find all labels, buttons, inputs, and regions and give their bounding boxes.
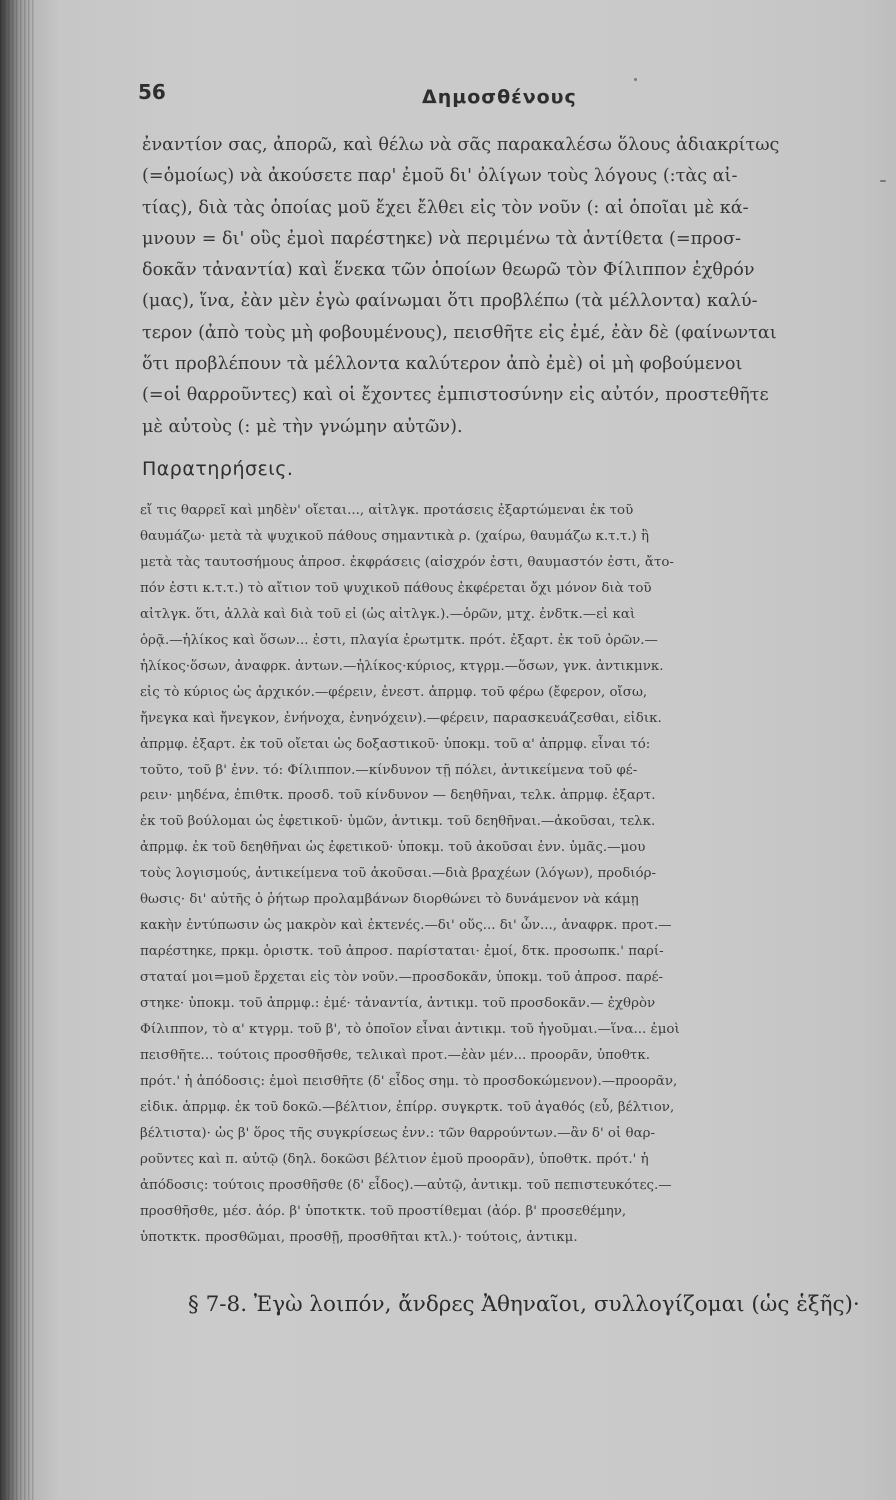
- paper-speck: [880, 180, 886, 182]
- note-line: πόν ἐστι κ.τ.τ.) τὸ αἴτιον τοῦ ψυχικοῦ πάθους ἐκφέρεται ὄχι μόνον διὰ τοῦ: [140, 580, 652, 596]
- note-line: μετὰ τὰς ταυτοσήμους ἀπροσ. ἐκφράσεις (αἰσχρόν ἐστι, θαυμαστόν ἐστι, ἄτο-: [140, 554, 674, 570]
- note-line: θαυμάζω· μετὰ τὰ ψυχικοῦ πάθους σημαντικὰ ρ. (χαίρω, θαυμάζω κ.τ.τ.) ἢ: [140, 528, 650, 544]
- note-line: τοῦτο, τοῦ β' ἐνν. τό: Φίλιππον.—κίνδυνον τῇ πόλει, ἀντικείμενα τοῦ φέ-: [140, 762, 638, 778]
- page-content: [130, 0, 870, 1500]
- note-line: πρότ.' ἡ ἀπόδοσις: ἐμοὶ πεισθῆτε (δ' εἶδος σημ. τὸ προσδοκώμενον).—προορᾶν,: [140, 1073, 678, 1089]
- note-line: ὁρᾷ.—ἡλίκος καὶ ὅσων... ἐστι, πλαγία ἐρωτμτκ. πρότ. ἐξαρτ. ἐκ τοῦ ὁρῶν.—: [140, 632, 658, 648]
- note-line: στηκε· ὑποκμ. τοῦ ἀπρμφ.: ἐμέ· τἀναντία, ἀντικμ. τοῦ προσδοκᾶν.— ἐχθρὸν: [140, 996, 656, 1012]
- running-title: Δημοσθένους: [422, 86, 577, 108]
- translation-line: ἐναντίον σας, ἀπορῶ, καὶ θέλω νὰ σᾶς παρακαλέσω ὅλους ἀδιακρίτως: [142, 135, 780, 155]
- translation-line: μὲ αὐτοὺς (: μὲ τὴν γνώμην αὐτῶν).: [142, 416, 463, 437]
- notes-paragraph: [140, 498, 860, 1251]
- note-line: εἰς τὸ κύριος ὡς ἀρχικόν.—φέρειν, ἐνεστ. ἀπρμφ. τοῦ φέρω (ἔφερον, οἴσω,: [140, 684, 648, 700]
- page-number: 56: [138, 80, 166, 104]
- note-line: ἀπρμφ. ἐξαρτ. ἐκ τοῦ οἴεται ὡς δοξαστικοῦ· ὑποκμ. τοῦ α' ἀπρμφ. εἶναι τό:: [140, 736, 651, 752]
- translation-line: ὅτι προβλέπουν τὰ μέλλοντα καλύτερον ἀπὸ ἐμὲ) οἱ μὴ φοβούμενοι: [142, 354, 743, 375]
- note-line: εἴ τις θαρρεῖ καὶ μηδὲν' οἴεται..., αἰτλγκ. προτάσεις ἐξαρτώμεναι ἐκ τοῦ: [140, 503, 634, 518]
- note-line: ἤνεγκα καὶ ἤνεγκον, ἐνήνοχα, ἐνηνόχειν).—φέρειν, παρασκευάζεσθαι, εἰδικ.: [140, 710, 662, 726]
- note-line: βέλτιστα)· ὡς β' ὅρος τῆς συγκρίσεως ἐνν.: τῶν θαρρούντων.—ἂν δ' οἱ θαρ-: [140, 1125, 656, 1141]
- book-binding-edge: [0, 0, 34, 1500]
- note-line: ροῦντες καὶ π. αὐτῷ (δηλ. δοκῶσι βέλτιον ἐμοῦ προορᾶν), ὑποθτκ. πρότ.' ἡ: [140, 1151, 649, 1167]
- translation-line: τερον (ἀπὸ τοὺς μὴ φοβουμένους), πεισθῆτε εἰς ἐμέ, ἐὰν δὲ (φαίνωνται: [142, 322, 777, 343]
- note-line: αἰτλγκ. ὅτι, ἀλλὰ καὶ διὰ τοῦ εἰ (ὡς αἰτλγκ.).—ὁρῶν, μτχ. ἐνδτκ.—εἰ καὶ: [140, 606, 636, 622]
- next-section-line: § 7-8. Ἐγὼ λοιπόν, ἄνδρες Ἀθηναῖοι, συλλογίζομαι (ὡς ἑξῆς)·: [188, 1292, 860, 1317]
- translation-line: τίας), διὰ τὰς ὁποίας μοῦ ἔχει ἔλθει εἰς τὸν νοῦν (: αἱ ὁποῖαι μὲ κά-: [142, 197, 749, 218]
- page-header: [130, 80, 870, 116]
- note-line: ρειν· μηδένα, ἐπιθτκ. προσδ. τοῦ κίνδυνον — δεηθῆναι, τελκ. ἀπρμφ. ἐξαρτ.: [140, 788, 656, 804]
- translation-paragraph: [142, 130, 864, 443]
- note-line: τοὺς λογισμούς, ἀντικείμενα τοῦ ἀκοῦσαι.—διὰ βραχέων (λόγων), προδιόρ-: [140, 866, 656, 882]
- note-line: ἐκ τοῦ βούλομαι ὡς ἐφετικοῦ· ὑμῶν, ἀντικμ. τοῦ δεηθῆναι.—ἀκοῦσαι, τελκ.: [140, 814, 656, 830]
- note-line: ἀπρμφ. ἐκ τοῦ δεηθῆναι ὡς ἐφετικοῦ· ὑποκμ. τοῦ ἀκοῦσαι ἐνν. ὑμᾶς.—μου: [140, 840, 646, 856]
- note-line: παρέστηκε, πρκμ. ὁριστκ. τοῦ ἀπροσ. παρίσταται· ἐμοί, δτκ. προσωπκ.' παρί-: [140, 944, 664, 960]
- note-line: ἡλίκος·ὅσων, ἀναφρκ. ἀντων.—ἡλίκος·κύριος, κτγρμ.—ὅσων, γνκ. ἀντικμνκ.: [140, 658, 664, 674]
- note-line: θωσις· δι' αὐτῆς ὁ ῥήτωρ προλαμβάνων διορθώνει τὸ δυνάμενον νὰ κάμῃ: [140, 892, 639, 908]
- translation-line: (=ὁμοίως) νὰ ἀκούσετε παρ' ἐμοῦ δι' ὀλίγων τοὺς λόγους (:τὰς αἰ-: [142, 166, 738, 187]
- note-line: πεισθῆτε... τούτοις προσθῆσθε, τελικαὶ προτ.—ἐὰν μέν... προορᾶν, ὑποθτκ.: [140, 1048, 650, 1064]
- note-line: Φίλιππον, τὸ α' κτγρμ. τοῦ β', τὸ ὁποῖον εἶναι ἀντικμ. τοῦ ἡγοῦμαι.—ἵνα... ἐμοὶ: [140, 1022, 680, 1038]
- translation-line: μνουν = δι' οὓς ἐμοὶ παρέστηκε) νὰ περιμένω τὰ ἀντίθετα (=προσ-: [142, 228, 742, 249]
- note-line: σταταί μοι=μοῦ ἔρχεται εἰς τὸν νοῦν.—προσδοκᾶν, ὑποκμ. τοῦ ἀπροσ. παρέ-: [140, 970, 664, 986]
- paper-speck: [634, 78, 637, 81]
- note-line: εἰδικ. ἀπρμφ. ἐκ τοῦ δοκῶ.—βέλτιον, ἐπίρρ. συγκρτκ. τοῦ ἀγαθός (εὖ, βέλτιον,: [140, 1099, 675, 1115]
- note-line: ἀπόδοσις: τούτοις προσθῆσθε (δ' εἶδος).—αὐτῷ, ἀντικμ. τοῦ πεπιστευκότες.—: [140, 1177, 672, 1193]
- note-line: προσθῆσθε, μέσ. ἀόρ. β' ὑποτκτκ. τοῦ προστίθεμαι (ἀόρ. β' προσεθέμην,: [140, 1203, 627, 1219]
- note-line: ὑποτκτκ. προσθῶμαι, προσθῇ, προσθῆται κτλ.)· τούτοις, ἀντικμ.: [140, 1229, 578, 1245]
- translation-line: δοκᾶν τἀναντία) καὶ ἕνεκα τῶν ὁποίων θεωρῶ τὸν Φίλιππον ἐχθρόν: [142, 260, 755, 281]
- translation-line: (μας), ἵνα, ἐὰν μὲν ἐγὼ φαίνωμαι ὅτι προβλέπω (τὰ μέλλοντα) καλύ-: [142, 291, 758, 312]
- translation-line: (=οἱ θαρροῦντες) καὶ οἱ ἔχοντες ἐμπιστοσύνην εἰς αὐτόν, προστεθῆτε: [142, 385, 769, 406]
- note-line: κακὴν ἐντύπωσιν ὡς μακρὸν καὶ ἐκτενές.—δι' οὕς... δι' ὧν..., ἀναφρκ. προτ.—: [140, 918, 672, 934]
- notes-heading: Παρατηρήσεις.: [142, 458, 294, 480]
